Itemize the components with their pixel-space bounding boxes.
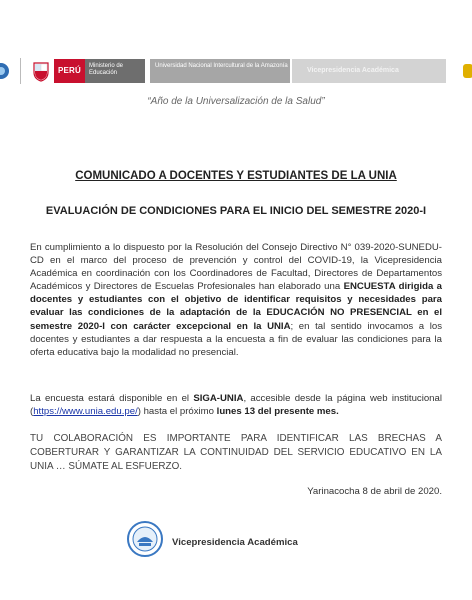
body-paragraph-2 [30,392,442,418]
platform-name: SIGA-UNIA [193,393,244,404]
peru-label: PERÚ [54,59,85,83]
office-label: Vicepresidencia Académica [292,59,446,83]
body-paragraph-3: TU COLABORACIÓN ES IMPORTANTE PARA IDENTIFICAR LAS BRECHAS A COBERTURAR Y GARANTIZAR LA CONTINUIDAD DEL SERVICIO EDUCATIVO EN LA UNIA … SÚMATE AL ESFUERZO. [30,433,442,472]
ministry-label: Ministerio de Educación [85,59,145,83]
university-emblem-icon [0,60,10,82]
university-emblem-icon [462,62,472,80]
unia-seal-icon [126,520,164,558]
paragraph-text: , accesible desde la página web institucional ( [30,393,442,418]
university-label: Universidad Nacional Intercultural de la Amazonía [150,59,290,83]
year-motto: “Año de la Universalización de la Salud” [147,96,325,107]
deadline-text: lunes 13 del presente mes. [216,406,339,418]
header-divider [20,58,21,84]
peru-crest-icon [30,60,52,82]
paragraph-text: La encuesta estará disponible en el [30,393,194,404]
paragraph-text: ; en tal sentido invocamos a los docentes y estudiantes a dar respuesta a la encuesta a fin de evaluar las condiciones para la oferta educativa bajo la modalidad no presencial. [30,320,443,358]
date-line: Yarinacocha 8 de abril de 2020. [307,486,442,497]
page-subtitle: EVALUACIÓN DE CONDICIONES PARA EL INICIO DEL SEMESTRE 2020-I [45,205,427,217]
letterhead [0,58,472,84]
paragraph-text: En cumplimiento a lo dispuesto por la Resolución del Consejo Directivo N° 039-2020-SUNEDU-CD en el marco del proceso de prevención y control del COVID-19, la Vicepresidencia Académica en coordinación con los Coordinadores de Facultad, Directores de Departamentos Académicos y Directores de Escuelas Profesionales han elaborado una [30,242,442,293]
signature-line: Vicepresidencia Académica [172,537,298,548]
page-title: COMUNICADO A DOCENTES Y ESTUDIANTES DE LA UNIA [75,170,397,182]
paragraph-emphasis: ENCUESTA dirigida a docentes y estudiantes con el objetivo de identificar requisitos y necesidades para evaluar las condiciones de la adaptación de la EDUCACIÓN NO PRESENCIAL en el semestre 2020-I con carácter excepcional en la UNIA [30,281,442,332]
paragraph-text: ) hasta el próximo [137,406,217,418]
body-paragraph-1 [30,241,442,359]
website-link[interactable]: https://www.unia.edu.pe/ [33,406,138,418]
